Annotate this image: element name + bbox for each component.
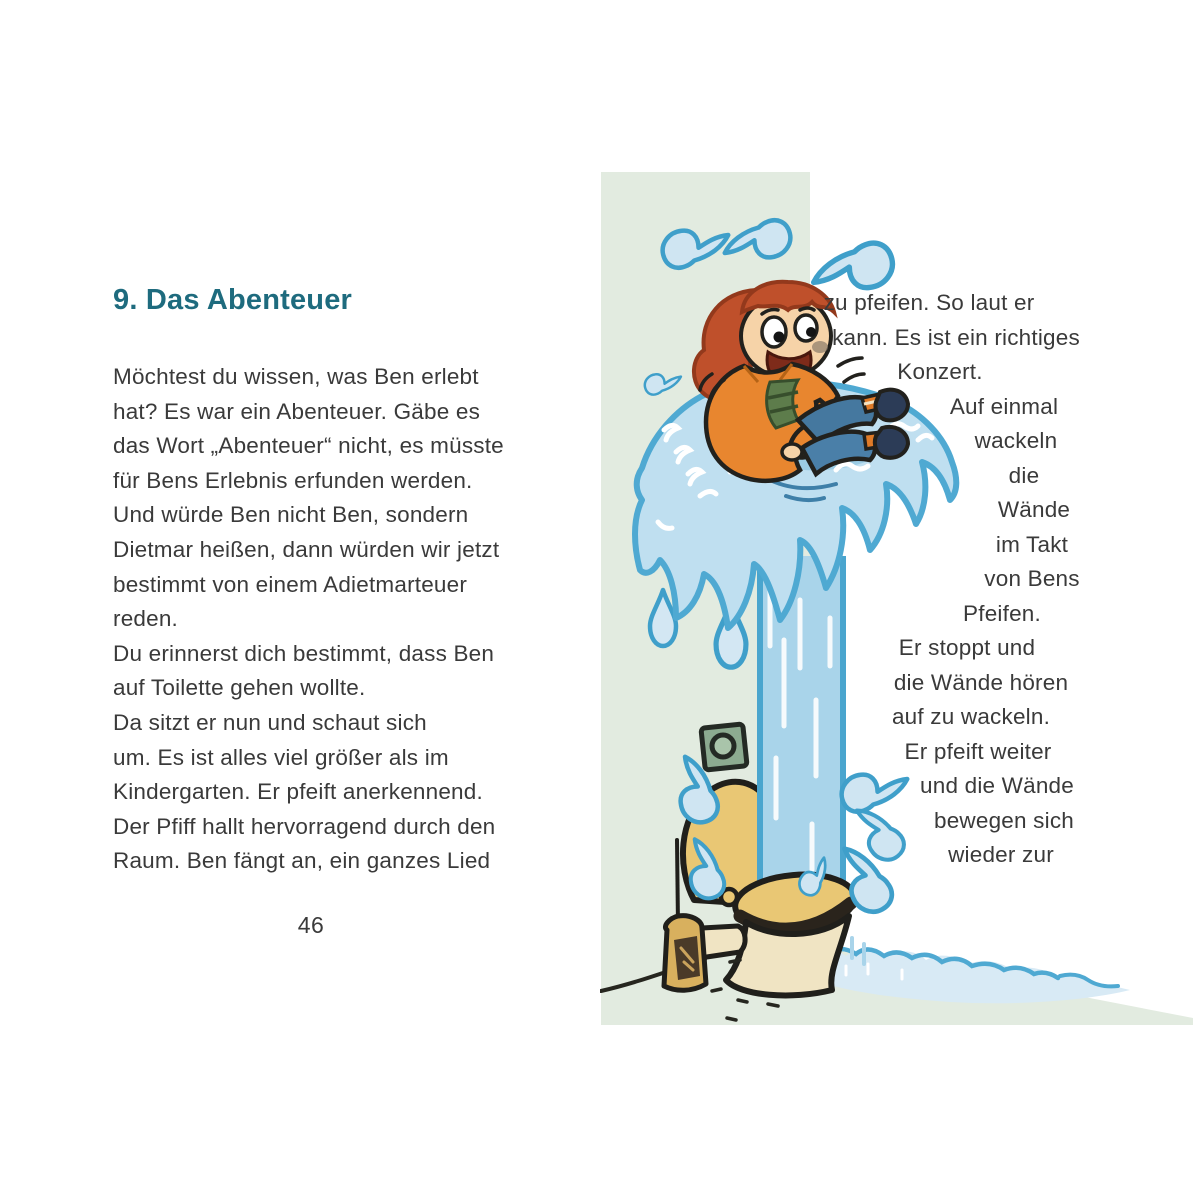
body-line: reden. — [113, 606, 178, 632]
chapter-title: 9. Das Abenteuer — [113, 284, 353, 316]
hand — [782, 444, 802, 460]
water-geyser-column — [760, 556, 843, 902]
shoe — [875, 390, 908, 421]
body-line: Der Pfiff hallt hervorragend durch den — [113, 813, 496, 839]
body-line: Und würde Ben nicht Ben, sondern — [113, 502, 469, 528]
wrapped-text-line: auf zu wackeln. — [891, 704, 1051, 729]
wrapped-text-line: die Wände hören — [893, 670, 1069, 695]
wrapped-text-line: kann. Es ist ein richtiges — [832, 325, 1080, 350]
body-line: bestimmt von einem Adietmarteuer — [113, 571, 468, 597]
body-line: Raum. Ben fängt an, ein ganzes Lied — [113, 848, 491, 874]
wrapped-text-line: im Takt — [995, 532, 1069, 557]
wrapped-text-line: zu pfeifen. So laut er — [823, 290, 1035, 315]
body-line: für Bens Erlebnis erfunden werden. — [113, 467, 473, 493]
shoe — [875, 427, 908, 458]
page-number: 46 — [297, 912, 325, 938]
wrapped-text-line: und die Wände — [920, 773, 1074, 798]
wrapped-text-line: von Bens — [984, 566, 1080, 591]
body-line: Möchtest du wissen, was Ben erlebt — [113, 364, 479, 389]
body-line: Kindergarten. Er pfeift anerkennend. — [113, 779, 483, 805]
wrapped-text-line: Pfeifen. — [963, 601, 1041, 626]
wrapped-text-line: wieder zur — [948, 842, 1054, 867]
flush-button — [701, 724, 747, 770]
body-line: Da sitzt er nun und schaut sich — [113, 709, 427, 735]
body-line: auf Toilette gehen wollte. — [113, 675, 366, 701]
wrapped-text-line: die — [1008, 463, 1040, 488]
wrapped-text-line: Er pfeift weiter — [904, 739, 1052, 764]
body-text-block — [113, 360, 533, 879]
body-line: das Wort „Abenteuer“ nicht, es müsste — [113, 433, 504, 459]
wrapped-text-line: Auf einmal — [949, 394, 1059, 419]
wrapped-text-line: wackeln — [974, 428, 1058, 453]
wrapped-text-line: bewegen sich — [934, 808, 1074, 833]
wrapped-text-line: Konzert. — [897, 359, 983, 384]
body-line: um. Es ist alles viel größer als im — [113, 744, 449, 770]
wrapped-text-line: Er stoppt und — [898, 635, 1036, 660]
body-line: Dietmar heißen, dann würden wir jetzt — [113, 536, 500, 562]
striped-shirt — [767, 380, 798, 428]
body-line: Du erinnerst dich bestimmt, dass Ben — [113, 640, 495, 666]
wrapped-text-line: Wände — [997, 497, 1071, 522]
body-line: hat? Es war ein Abenteuer. Gäbe es — [113, 398, 481, 424]
